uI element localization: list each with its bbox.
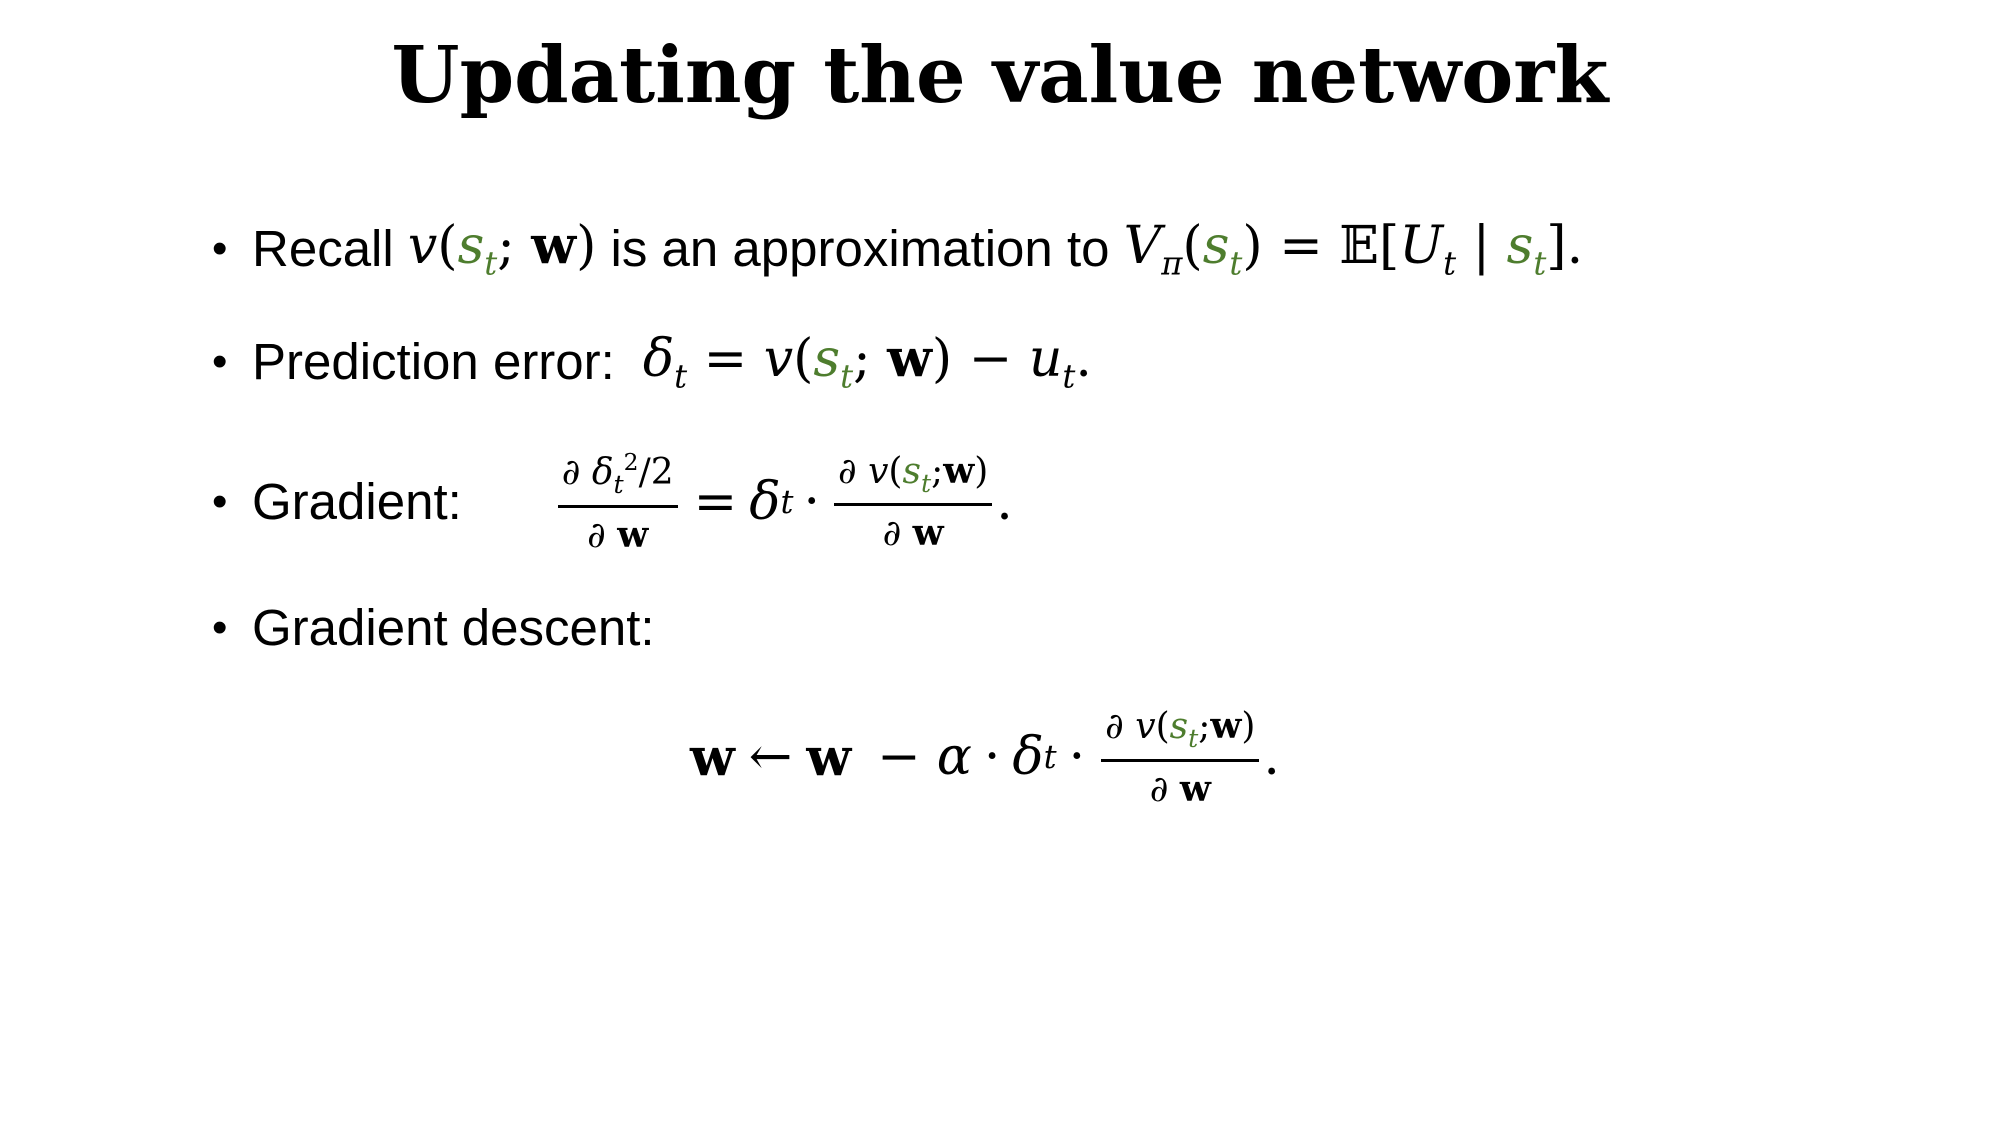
bullet-dot: • bbox=[212, 223, 228, 273]
fraction-loss-gradient: $\frac{\partial \delta_t^2/2}{\partial w}$ bbox=[558, 448, 678, 556]
formula-prediction-error: $\delta_t = v(s_t$; $w) - u_t$. bbox=[642, 328, 1092, 396]
fraction-value-gradient: $\frac{\partial v(s_t;w)}{\partial w}$ bbox=[834, 450, 992, 555]
bullet-dot: • bbox=[212, 476, 228, 526]
slide-title: Updating the value network bbox=[391, 30, 1609, 121]
bullet-recall-text: is an approximation to bbox=[596, 220, 1124, 278]
bullet-gradient-descent bbox=[212, 598, 655, 657]
formula-gradient: $\frac{\partial \delta_t^2/2}{\partial w}$ = δ t · $\frac{\partial v(s_t;w)}{\partial w}$ . bbox=[554, 448, 1013, 556]
bullet-dot: • bbox=[212, 336, 228, 386]
formula-value-function: $v(s_t$; w) bbox=[407, 215, 597, 283]
bullet-recall-label: Recall bbox=[252, 220, 408, 278]
bullet-prediction-error bbox=[212, 328, 1092, 395]
bullet-dot: • bbox=[212, 602, 228, 652]
formula-state-value: $V_\pi(s_t)$ = $𝔼[U_t$ | $s_t$]. bbox=[1123, 215, 1584, 282]
fraction-update-gradient: $\frac{\partial v(s_t;w)}{\partial w}$ bbox=[1101, 705, 1259, 810]
bullet-gradient-label: Gradient: bbox=[252, 473, 462, 531]
bullet-gradient-descent-label: Gradient descent: bbox=[252, 599, 655, 656]
bullet-gradient bbox=[212, 448, 1013, 556]
bullet-prediction-error-label: Prediction error: bbox=[252, 333, 615, 391]
formula-update-rule: w ← w − α · δ t · $\frac{\partial v(s_t;w)}{\partial w}$ . bbox=[690, 705, 1280, 810]
bullet-recall bbox=[212, 215, 1583, 282]
